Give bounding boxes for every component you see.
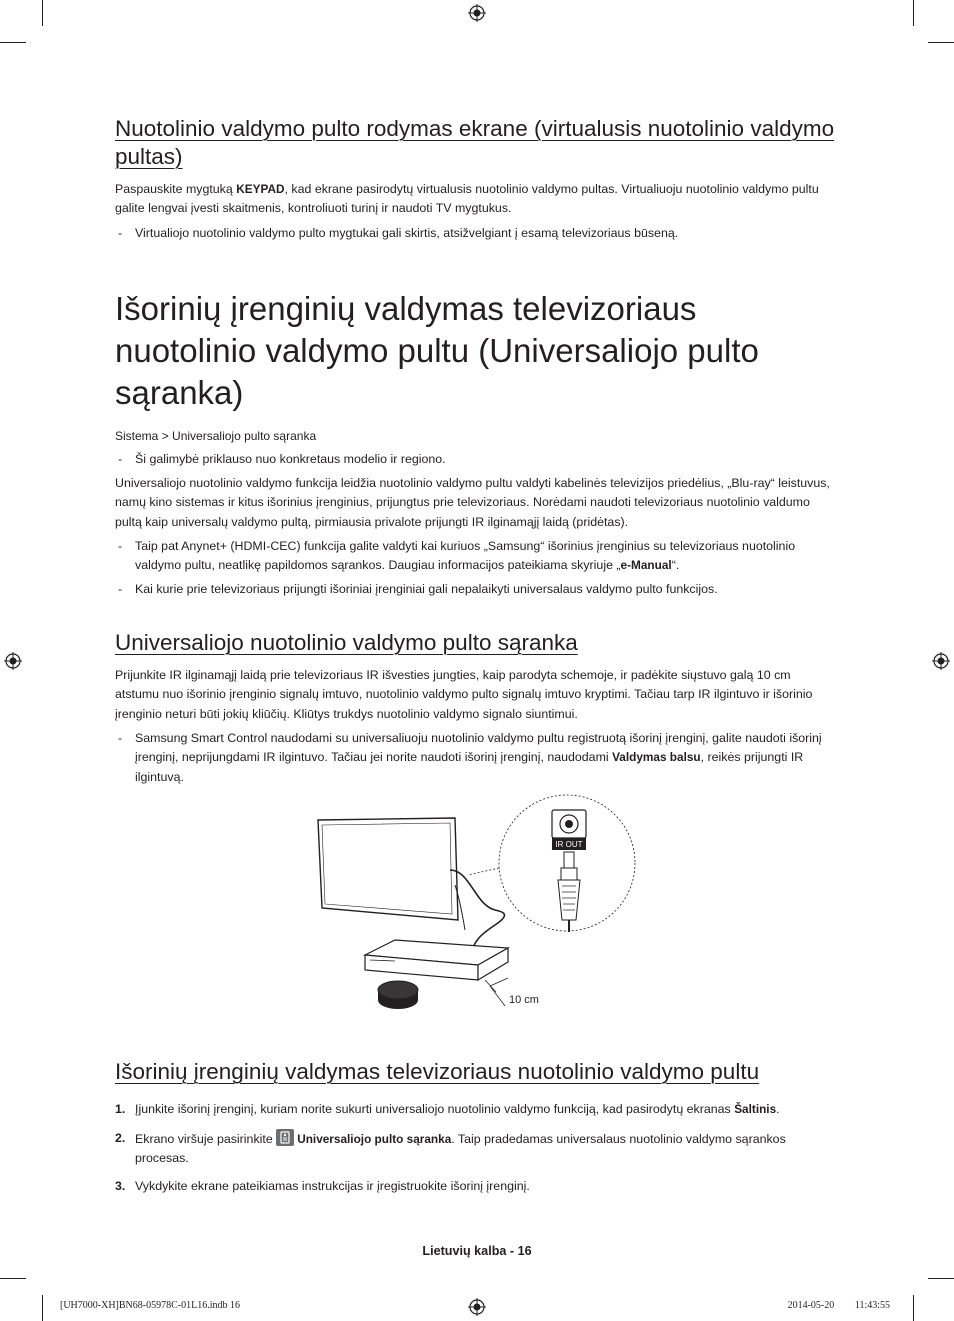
note-item (115, 580, 837, 599)
note-text-part: Samsung Smart Control naudodami su universaliuoju nuotolinio valdymo pultu registruotą išorinį įrenginį, galite naudoti išorinį įrenginį, neprijungdami IR ilgintuvo. Tačiau jei norite naudoti išorinį įrenginį, naudodami (135, 731, 822, 765)
ir-out-port (552, 810, 586, 850)
virtual-remote-paragraph (115, 180, 837, 219)
section-heading-universal-setup: Universaliojo nuotolinio valdymo pulto sąranka (115, 630, 578, 655)
paragraph-text: Paspauskite mygtuką (115, 182, 237, 196)
note-text-part: , reikės prijungti IR ilgintuvą. (135, 750, 804, 784)
universal-remote-paragraph: Universaliojo nuotolinio valdymo funkcija leidžia nuotolinio valdymo pultu valdyti kabelinės televizijos priedėlius, „Blu-ray“ leistuvus, namų kino sistemas ir kitus išorinius įrenginius, prijungtus prie televizoriaus. Norėdami naudoti televizoriaus nuotolinio valdumo pultą kaip universalų valdymo pultą, pirmiausia privalote prijungti IR ilginamąjį laidą (pridėtas). (115, 476, 830, 529)
distance-label: 10 cm (509, 994, 539, 1006)
dash-bullet: - (118, 731, 123, 745)
note-item (115, 224, 837, 243)
crop-mark (42, 0, 43, 26)
step-text (135, 1177, 837, 1196)
e-manual-link: e-Manual (620, 558, 672, 573)
note-text-part: “. (671, 558, 680, 573)
set-top-box (365, 940, 508, 980)
registration-mark-icon (932, 652, 950, 670)
step-text-part: Įjunkite išorinį įrenginį, kuriam norite sukurti universaliojo nuotolinio valdymo funkciją, kad pasirodytų ekranas (135, 1102, 735, 1116)
crop-mark (42, 1295, 43, 1321)
breadcrumb (115, 428, 316, 444)
dash-bullet: - (118, 539, 123, 553)
step-text (135, 1129, 837, 1169)
print-slug-right: 2014-05-20 ￿￿ 11:43:55 (787, 1300, 890, 1311)
step-text-part: . (776, 1102, 780, 1116)
section-heading-virtual-remote: Nuotolinio valdymo pulto rodymas ekrane (virtualusis nuotolinio valdymo pultas) (115, 116, 835, 169)
paragraph-text: , kad ekrane pasirodytų virtualusis nuotolinio valdymo pultas. Virtualiuoju nuotolinio valdymo pultu galite lengvai įvesti skaitmenis, kontroliuoti turinį ir naudoti TV mygtukus. (115, 182, 819, 216)
breadcrumb-item-universal-remote: Universaliojo pulto sąranka (172, 429, 317, 443)
step-text (135, 1100, 837, 1119)
source-label: Šaltinis (734, 1102, 777, 1116)
step-item (115, 1129, 837, 1169)
note-text-part: Taip pat Anynet+ (HDMI-CEC) funkcija galite valdyti kai kuriuos „Samsung“ išorinius įrenginius su televizoriaus nuotolinio valdymo pultu, neatlikę papildomos sąrankos. Daugiau informacijos pateikiama skyriuje „ (135, 539, 796, 573)
registration-mark-icon (4, 652, 22, 670)
section-heading-external-control: Išorinių įrenginių valdymas televizoriaus nuotolinio valdymo pultu (115, 1059, 760, 1084)
universal-remote-setup-label: Universaliojo pulto sąranka (297, 1132, 452, 1146)
crop-mark (0, 1278, 26, 1279)
note-text (135, 729, 837, 787)
step-item (115, 1177, 837, 1196)
step-number: 3. (115, 1179, 126, 1193)
crop-mark (0, 42, 26, 43)
print-slug-left: [UH7000-XH]BN68-05978C-01L16.indb 16 (60, 1300, 240, 1311)
breadcrumb-item-system: Sistema (115, 429, 159, 443)
step-text-part: Vykdykite ekrane pateikiamas instrukcijas ir įregistruokite išorinį įrenginį. (135, 1179, 530, 1193)
note-text: Ši galimybė priklauso nuo konkretaus modelio ir regiono. (135, 452, 446, 466)
step-text-part: . Taip pradedamas universalaus nuotolinio valdymo sąrankos procesas. (135, 1132, 786, 1166)
crop-mark (928, 42, 954, 43)
crop-mark (928, 1278, 954, 1279)
breadcrumb-separator: > (158, 429, 173, 443)
crop-mark (913, 0, 914, 26)
ir-out-label: IR OUT (555, 840, 583, 849)
note-text (135, 537, 837, 576)
registration-mark-icon (468, 4, 486, 22)
page-number-label: Lietuvių kalba - 16 (422, 1244, 532, 1258)
dash-bullet: - (118, 226, 123, 240)
note-text: Kai kurie prie televizoriaus prijungti išoriniai įrenginiai gali nepalaikyti universalaus valdymo pulto funkcijos. (135, 582, 718, 596)
ir-plug (558, 852, 580, 932)
note-item (115, 537, 837, 576)
dash-bullet: - (118, 582, 123, 596)
page-title: Išorinių įrenginių valdymas televizoriaus nuotolinio valdymo pultu (Universaliojo pulto sąranka) (115, 290, 759, 411)
step-text-part: Ekrano viršuje pasirinkite (135, 1132, 277, 1146)
note-text: Virtualiojo nuotolinio valdymo pulto mygtukai gali skirtis, atsižvelgiant į esamą televizoriaus būseną. (135, 226, 679, 240)
crop-mark (913, 1295, 914, 1321)
note-item (115, 450, 837, 469)
ir-extender (378, 981, 418, 1009)
ir-extender-diagram (300, 790, 650, 1020)
universal-remote-icon (276, 1129, 294, 1146)
keypad-key-label: KEYPAD (236, 182, 285, 196)
note-item (115, 729, 837, 787)
step-number: 1. (115, 1102, 126, 1116)
setup-paragraph: Prijunkite IR ilginamąjį laidą prie televizoriaus IR išvesties jungties, kaip parodyta schemoje, ir padėkite siųstuvo galą 10 cm atstumu nuo išorinio įrenginio signalų imtuvo, nuotolinio valdymo pulto signalų imtuvo kryptimi. Tačiau tarp IR ilgintuvo ir išorinio įrenginio neturi būti jokių kliūčių. Kliūtys trukdys nuotolinio valdymo signalo siuntimui. (115, 668, 813, 721)
dash-bullet: - (118, 452, 123, 466)
registration-mark-icon (468, 1298, 486, 1316)
step-item (115, 1100, 837, 1119)
tv-illustration (318, 818, 465, 930)
step-number: 2. (115, 1131, 126, 1145)
voice-control-label: Valdymas balsu (612, 750, 701, 765)
